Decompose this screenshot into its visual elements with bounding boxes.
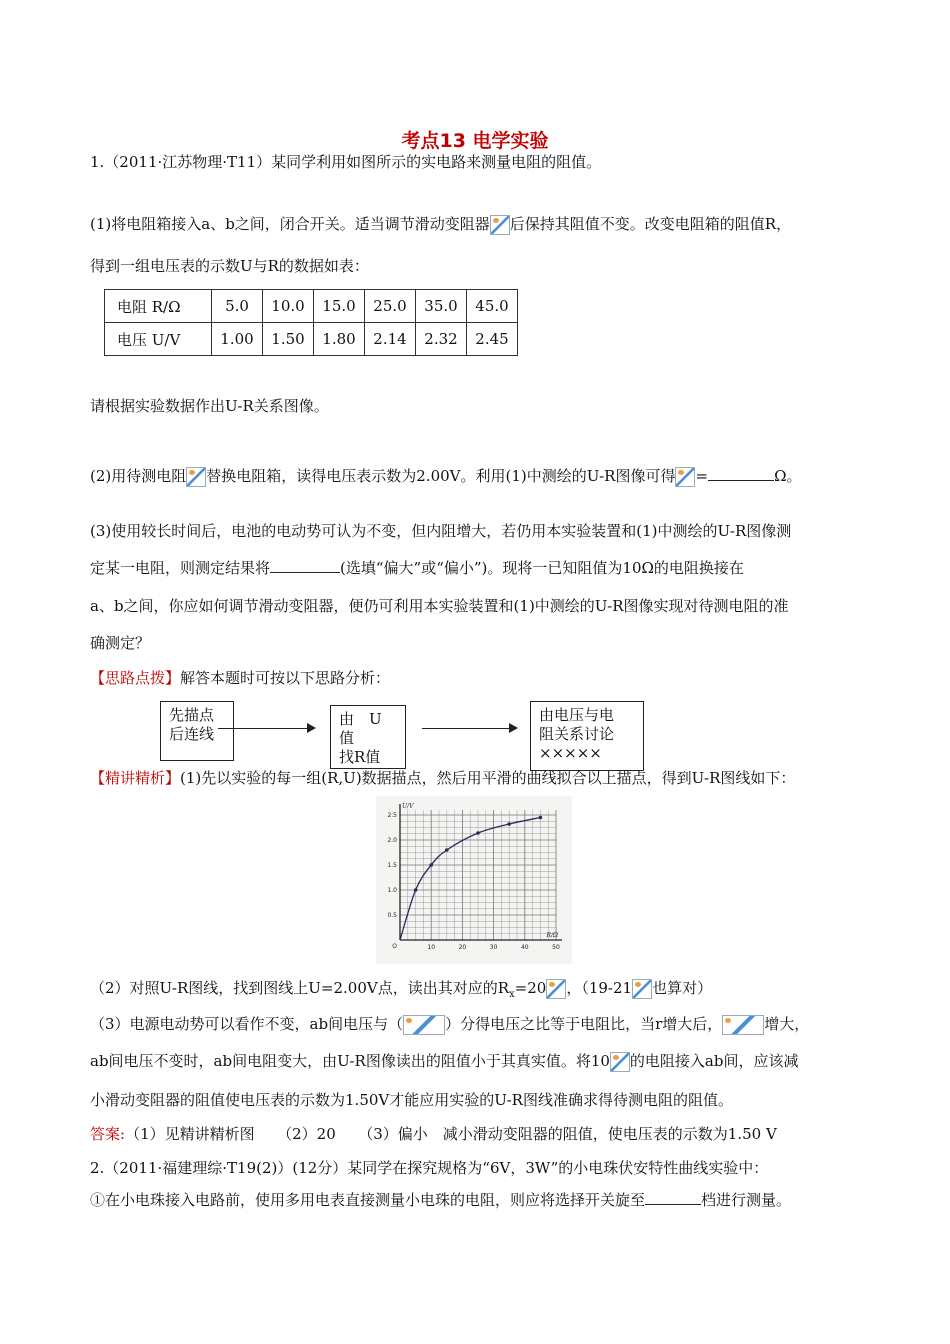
q2-part1-text-b: 档进行测量。 xyxy=(701,1191,792,1209)
flow-box-2-line1: 由 U xyxy=(339,710,382,728)
analysis-part3-text-d: ab间电压不变时，ab间电阻变大，由U-R图像读出的阻值小于其真实值。将10 xyxy=(90,1052,610,1070)
analysis-label: 【精讲精析】 xyxy=(90,769,181,787)
data-table xyxy=(104,289,518,356)
analysis-part3-text-e: 的电阻接入ab间，应该减 xyxy=(629,1052,799,1070)
flow-arrow-2 xyxy=(422,728,516,729)
analysis-part2-text-d: 也算对） xyxy=(652,979,713,997)
answer-blank xyxy=(708,466,774,481)
x-tick-label: 20 xyxy=(458,944,467,951)
table-cell: 5.0 xyxy=(212,290,263,323)
q1-part1-line1 xyxy=(90,214,791,235)
x-tick-label: 10 xyxy=(427,944,436,951)
answer-line xyxy=(90,1124,777,1144)
flow-box-1-text: 先描点后连线 xyxy=(169,706,215,743)
analysis-line xyxy=(90,768,795,788)
table-cell: 2.14 xyxy=(365,323,416,356)
q1-part1-text-b: 后保持其阻值不变。改变电阻箱的阻值R， xyxy=(509,215,792,233)
q1-part2-unit: Ω。 xyxy=(774,467,802,485)
hint-line xyxy=(90,668,390,688)
q1-part3-line3: a、b之间，你应如何调节滑动变阻器，便仍可利用本实验装置和(1)中测绘的U-R图像实现对待测电阻的准 xyxy=(90,597,789,615)
q1-part3-line4: 确测定？ xyxy=(90,634,151,652)
y-tick-label: 2.0 xyxy=(387,837,397,844)
q2-part1-text-a: ①在小电珠接入电路前，使用多用电表直接测量小电珠的电阻，则应将选择开关旋至 xyxy=(90,1191,646,1209)
flow-box-1 xyxy=(160,701,234,761)
q1-part1-text-a: (1)将电阻箱接入a、b之间，闭合开关。适当调节滑动变阻器 xyxy=(90,215,490,233)
table-header-resistance: 电阻 R/Ω xyxy=(105,290,212,323)
flow-box-2-line3: 找R值 xyxy=(339,748,381,766)
formula-image-icon xyxy=(675,467,695,487)
data-point xyxy=(476,831,480,835)
page-title: 考点13 电学实验 xyxy=(401,130,549,152)
data-point xyxy=(414,888,418,892)
formula-image-icon xyxy=(632,979,652,999)
table-cell: 1.50 xyxy=(263,323,314,356)
y-tick-label: 1.0 xyxy=(387,887,397,894)
hint-label: 【思路点拨】 xyxy=(90,669,181,687)
data-point xyxy=(445,848,449,852)
analysis-part3-line1 xyxy=(90,1014,809,1035)
x-tick-label: 30 xyxy=(489,944,498,951)
formula-image-icon xyxy=(490,215,510,235)
formula-image-icon xyxy=(546,979,566,999)
q1-part2 xyxy=(90,466,802,487)
q1-part3-line2 xyxy=(90,558,744,578)
q2-part1 xyxy=(90,1190,791,1210)
analysis-part3-line2 xyxy=(90,1051,798,1072)
table-cell: 1.00 xyxy=(212,323,263,356)
formula-image-icon xyxy=(722,1015,764,1035)
q1-part3-line1: (3)使用较长时间后，电池的电动势可认为不变，但内阻增大，若仍用本实验装置和(1)中测绘的U-R图像测 xyxy=(90,522,792,540)
flow-arrow-1 xyxy=(218,728,314,729)
analysis-part3-text-a: （3）电源电动势可以看作不变，ab间电压与（ xyxy=(90,1015,404,1033)
x-axis-label: R/Ω xyxy=(546,932,558,939)
data-point xyxy=(507,822,511,826)
q1-stem: 1.（2011·江苏物理·T11）某同学利用如图所示的实电路来测量电阻的阻值。 xyxy=(90,153,602,171)
answer-text: （1）见精讲精析图 （2）20 （3）偏小 减小滑动变阻器的阻值，使电压表的示数为1.50 V xyxy=(125,1125,777,1143)
y-tick-label: 2.5 xyxy=(387,812,397,819)
flow-box-2-line2: 值 xyxy=(339,729,355,747)
answer-blank xyxy=(645,1190,701,1205)
x-tick-label: 40 xyxy=(520,944,529,951)
q1-part1-instruction: 请根据实验数据作出U-R关系图像。 xyxy=(90,397,329,415)
q1-part1-line2: 得到一组电压表的示数U与R的数据如表： xyxy=(90,257,369,275)
table-cell: 25.0 xyxy=(365,290,416,323)
analysis-part2 xyxy=(90,978,712,1005)
y-axis-label: U/V xyxy=(402,803,414,810)
data-point xyxy=(539,816,543,820)
q1-part2-text-b: 替换电阻箱，读得电压表示数为2.00V。利用(1)中测绘的U-R图像可得 xyxy=(206,467,676,485)
origin-label: O xyxy=(392,943,397,950)
analysis-part2-text-b: =20 xyxy=(514,979,547,997)
analysis-part2-subscript: x xyxy=(509,989,515,1000)
flow-box-3-line3: ××××× xyxy=(539,744,602,762)
table-header-voltage: 电压 U/V xyxy=(105,323,212,356)
q2-stem: 2.（2011·福建理综·T19(2)）(12分）某同学在探究规格为“6V，3W”的小电珠伏安特性曲线实验中： xyxy=(90,1159,769,1177)
q1-part3-text-b: 定某一电阻，则测定结果将 xyxy=(90,559,271,577)
flow-box-3-line1: 由电压与电 xyxy=(539,706,615,724)
table-cell: 2.32 xyxy=(416,323,467,356)
q1-part2-text-a: (2)用待测电阻 xyxy=(90,467,187,485)
x-tick-label: 50 xyxy=(552,944,560,951)
q1-part2-eq: = xyxy=(695,467,709,485)
flow-box-3-line2: 阻关系讨论 xyxy=(539,725,615,743)
analysis-part2-text-c: ，（19-21 xyxy=(566,979,633,997)
hint-text: 解答本题时可按以下思路分析： xyxy=(180,669,391,687)
y-tick-label: 1.5 xyxy=(387,862,397,869)
table-cell: 15.0 xyxy=(314,290,365,323)
analysis-part3-text-b: ）分得电压之比等于电阻比，当r增大后， xyxy=(445,1015,723,1033)
flow-box-3 xyxy=(530,701,644,771)
analysis-text: (1)先以实验的每一组(R,U)数据描点，然后用平滑的曲线拟合以上描点，得到U-R图线如下： xyxy=(180,769,796,787)
q1-part3-text-c: (选填“偏大”或“偏小”)。现将一已知阻值为10Ω的电阻换接在 xyxy=(340,559,744,577)
analysis-part3-line3: 小滑动变阻器的阻值使电压表的示数为1.50V才能应用实验的U-R图线准确求得待测电阻的阻值。 xyxy=(90,1091,733,1109)
analysis-part3-text-c: 增大， xyxy=(764,1015,810,1033)
answer-blank xyxy=(270,558,340,573)
table-cell: 1.80 xyxy=(314,323,365,356)
table-row xyxy=(105,290,518,323)
formula-image-icon xyxy=(186,467,206,487)
table-cell: 2.45 xyxy=(467,323,518,356)
answer-label: 答案: xyxy=(90,1125,126,1143)
formula-image-icon xyxy=(403,1015,445,1035)
table-row xyxy=(105,323,518,356)
table-cell: 45.0 xyxy=(467,290,518,323)
flow-box-2 xyxy=(330,705,406,769)
table-cell: 35.0 xyxy=(416,290,467,323)
u-r-chart xyxy=(376,796,572,964)
y-tick-label: 0.5 xyxy=(387,912,397,919)
data-point xyxy=(429,863,433,867)
formula-image-icon xyxy=(610,1052,630,1072)
analysis-part2-text-a: （2）对照U-R图线，找到图线上U=2.00V点，读出其对应的R xyxy=(90,979,510,997)
table-cell: 10.0 xyxy=(263,290,314,323)
